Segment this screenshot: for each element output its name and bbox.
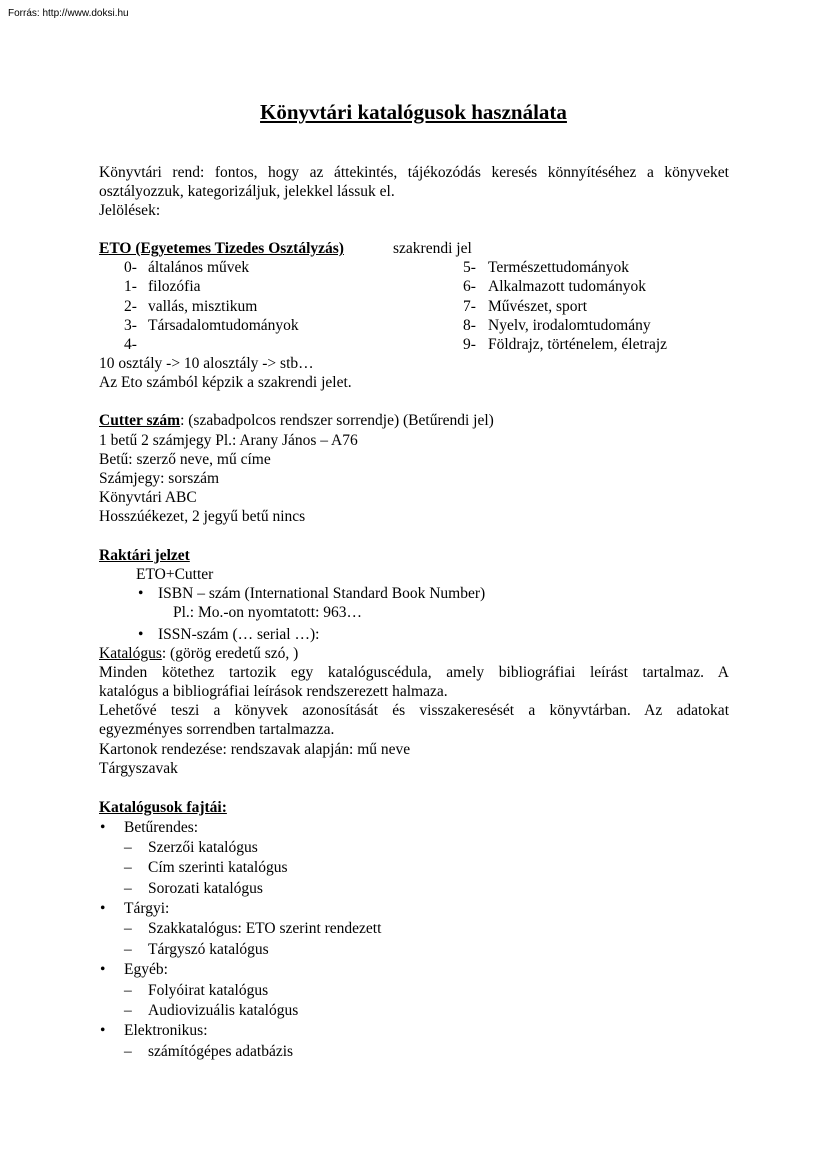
katalogus-p1-line-1: Minden kötethez tartozik egy katalóguscédula, amely bibliográfiai leírást tartalmaz. A [99,664,729,681]
eto-right-num: 6- [463,278,476,295]
eto-note-1: 10 osztály -> 10 alosztály -> stb… [99,355,314,372]
eto-right-num: 7- [463,298,476,315]
dash-icon: – [124,839,132,856]
eto-right-num: 8- [463,317,476,334]
cutter-line: Hosszúékezet, 2 jegyű betű nincs [99,508,306,525]
eto-right-num: 5- [463,259,476,276]
dash-icon: – [124,920,132,937]
isbn-example: Pl.: Mo.-on nyomtatott: 963… [173,604,363,621]
cutter-line: Számjegy: sorszám [99,470,220,487]
intro-line-3: Jelölések: [99,202,161,219]
eto-right-text: Nyelv, irodalomtudomány [488,317,651,334]
targyszavak-line: Tárgyszavak [99,760,178,777]
eto-right-text: Alkalmazott tudományok [488,278,646,295]
eto-heading: ETO (Egyetemes Tizedes Osztályzás) [99,240,344,257]
intro-line-2: osztályozzuk, kategorizáljuk, jelekkel lássuk el. [99,183,395,200]
cutter-line: 1 betű 2 számjegy Pl.: Arany János – A76 [99,432,358,449]
dash-icon: – [124,1043,132,1060]
cutter-line: Betű: szerző neve, mű címe [99,451,271,468]
dash-icon: – [124,982,132,999]
eto-right-text: Földrajz, történelem, életrajz [488,336,668,353]
katalogus-p2-line-1: Lehetővé teszi a könyvek azonosítását és visszakeresését a könyvtárban. Az adatokat [99,702,729,719]
fajta-item: Audiovizuális katalógus [148,1002,299,1019]
katalogus-line [99,644,298,663]
eto-left-num: 1- [124,278,137,295]
dash-icon: – [124,1002,132,1019]
eto-left-text: filozófia [148,278,201,295]
fajta-group-label: Tárgyi: [124,900,170,917]
katalogus-label: Katalógus [99,645,162,662]
eto-right-text: Természettudományok [488,259,629,276]
bullet-icon: • [100,1022,106,1039]
bullet-icon: • [100,900,106,917]
fajta-item: Sorozati katalógus [148,880,263,897]
fajta-item: Tárgyszó katalógus [148,941,269,958]
eto-right-text: Művészet, sport [488,298,588,315]
eto-note-2: Az Eto számból képzik a szakrendi jelet. [99,374,352,391]
cutter-line: Könyvtári ABC [99,489,197,506]
fajta-item: számítógépes adatbázis [148,1043,294,1060]
bullet-icon: • [100,819,106,836]
page-title: Könyvtári katalógusok használata [260,100,567,124]
fajtai-heading: Katalógusok fajtái: [99,799,227,816]
raktari-sub: ETO+Cutter [136,566,214,583]
dash-icon: – [124,880,132,897]
cutter-heading-line [99,411,494,430]
fajta-item: Szakkatalógus: ETO szerint rendezett [148,920,382,937]
eto-left-num: 0- [124,259,137,276]
dash-icon: – [124,941,132,958]
eto-left-num: 3- [124,317,137,334]
katalogus-p2-line-2: egyezményes sorrendben tartalmazza. [99,721,335,738]
cutter-heading: Cutter szám [99,412,181,429]
isbn-line: ISBN – szám (International Standard Book Number) [158,585,486,602]
eto-side-label: szakrendi jel [393,240,472,257]
eto-right-num: 9- [463,336,476,353]
issn-line: ISSN-szám (… serial …): [158,626,320,643]
cutter-heading-rest: : (szabadpolcos rendszer sorrendje) (Betűrendi jel) [180,412,494,429]
eto-left-text: vallás, misztikum [148,298,258,315]
bullet-icon: • [138,626,144,643]
fajta-item: Folyóirat katalógus [148,982,269,999]
raktari-heading: Raktári jelzet [99,547,190,564]
eto-left-text: Társadalomtudományok [148,317,299,334]
eto-left-num: 4- [124,336,137,353]
eto-left-num: 2- [124,298,137,315]
bullet-icon: • [138,585,144,602]
katalogus-p1-line-2: katalógus a bibliográfiai leírások rendszerezett halmaza. [99,683,448,700]
intro-line-1: Könyvtári rend: fontos, hogy az áttekintés, tájékozódás keresés könnyítéséhez a könyveket [99,164,729,181]
fajta-group-label: Betűrendes: [124,819,199,836]
source-url: Forrás: http://www.doksi.hu [8,8,129,19]
katalogus-rest: : (görög eredetű szó, ) [161,645,299,662]
eto-left-text: általános művek [148,259,250,276]
fajta-group-label: Egyéb: [124,961,168,978]
kartonok-line: Kartonok rendezése: rendszavak alapján: mű neve [99,741,411,758]
fajta-item: Cím szerinti katalógus [148,859,288,876]
fajta-item: Szerzői katalógus [148,839,258,856]
bullet-icon: • [100,961,106,978]
fajta-group-label: Elektronikus: [124,1022,208,1039]
dash-icon: – [124,859,132,876]
